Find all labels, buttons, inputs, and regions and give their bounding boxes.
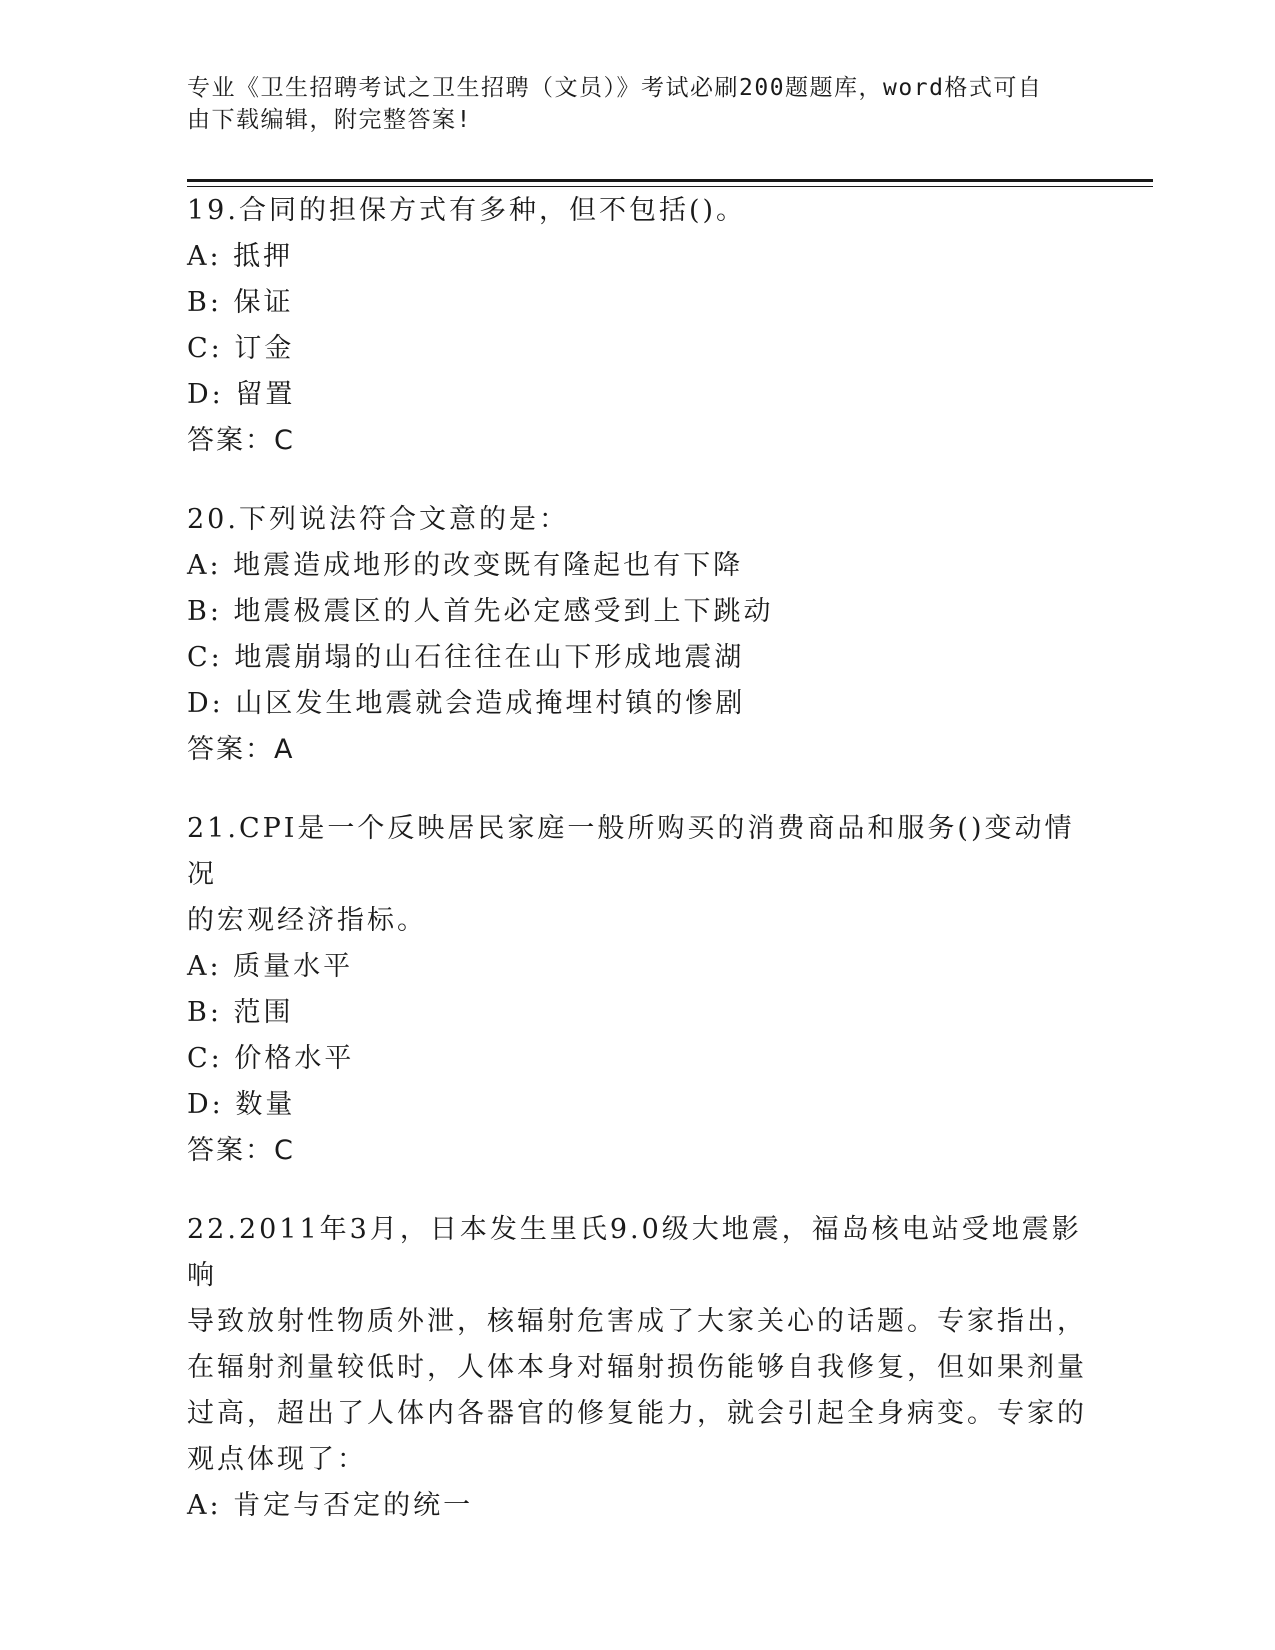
question-19 — [187, 188, 1087, 464]
header-line-2: 由下载编辑，附完整答案! — [187, 107, 472, 133]
answer-label: 答案：C — [187, 425, 295, 456]
header-line-1: 专业《卫生招聘考试之卫生招聘（文员）》考试必刷200题题库，word格式可自 — [187, 75, 1043, 101]
option-c: C: 订金 — [187, 333, 295, 364]
option-d: D: 山区发生地震就会造成掩埋村镇的惨剧 — [187, 688, 746, 719]
question-list — [187, 188, 1087, 1562]
stem-line: 在辐射剂量较低时，人体本身对辐射损伤能够自我修复，但如果剂量 — [187, 1352, 1087, 1383]
question-stem — [187, 806, 1087, 944]
option-a: A: 地震造成地形的改变既有隆起也有下降 — [187, 550, 744, 581]
option-b: B: 保证 — [187, 287, 294, 318]
option-b: B: 地震极震区的人首先必定感受到上下跳动 — [187, 596, 774, 627]
stem-line: 21.CPI是一个反映居民家庭一般所购买的消费商品和服务()变动情况 — [187, 813, 1075, 890]
stem-line: 22.2011年3月，日本发生里氏9.0级大地震，福岛核电站受地震影响 — [187, 1214, 1082, 1291]
header-rule-thick — [187, 179, 1153, 182]
document-header — [187, 72, 1067, 136]
stem-line: 导致放射性物质外泄，核辐射危害成了大家关心的话题。专家指出， — [187, 1306, 1087, 1337]
option-a: A: 抵押 — [187, 241, 294, 272]
question-22 — [187, 1207, 1087, 1529]
question-stem — [187, 1207, 1087, 1483]
header-rule-thin — [187, 186, 1153, 187]
answer-label: 答案：A — [187, 734, 295, 765]
option-d: D: 数量 — [187, 1089, 296, 1120]
option-c: C: 地震崩塌的山石往往在山下形成地震湖 — [187, 642, 745, 673]
stem-line: 19.合同的担保方式有多种，但不包括()。 — [187, 195, 747, 226]
question-20 — [187, 497, 1087, 773]
question-stem — [187, 188, 1087, 234]
option-a: A: 质量水平 — [187, 951, 354, 982]
answer-label: 答案：C — [187, 1135, 295, 1166]
option-d: D: 留置 — [187, 379, 296, 410]
stem-line: 20.下列说法符合文意的是： — [187, 504, 569, 535]
question-stem — [187, 497, 1087, 543]
stem-line: 观点体现了： — [187, 1444, 367, 1475]
stem-line: 过高，超出了人体内各器官的修复能力，就会引起全身病变。专家的 — [187, 1398, 1087, 1429]
question-21 — [187, 806, 1087, 1174]
option-b: B: 范围 — [187, 997, 294, 1028]
option-c: C: 价格水平 — [187, 1043, 355, 1074]
option-a: A: 肯定与否定的统一 — [187, 1490, 474, 1521]
stem-line: 的宏观经济指标。 — [187, 905, 427, 936]
